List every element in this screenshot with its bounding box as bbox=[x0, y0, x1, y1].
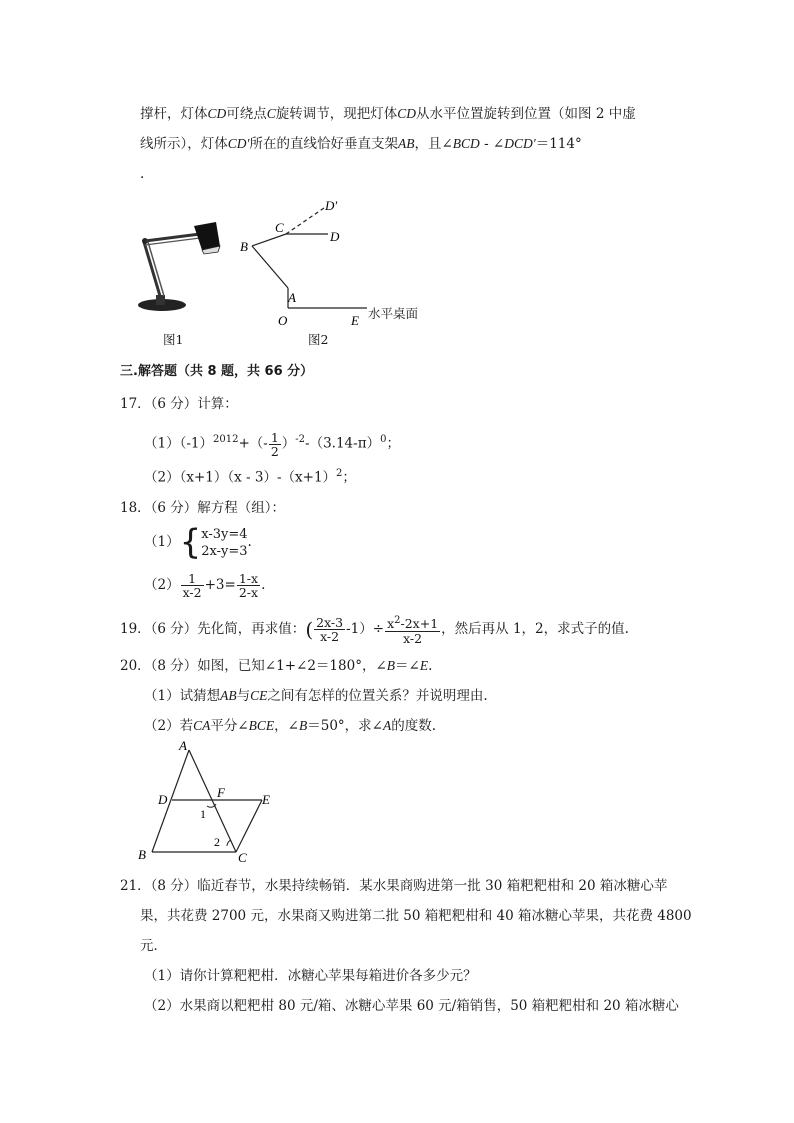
numerator: 1-x bbox=[238, 571, 259, 586]
q19 bbox=[120, 612, 629, 646]
point-o: O bbox=[278, 313, 288, 328]
q18-part-1 bbox=[144, 522, 252, 562]
question-text: 19．（6 分）先化简，再求值： bbox=[120, 621, 306, 637]
part-label: （1） bbox=[144, 435, 180, 452]
var-ce: CE bbox=[250, 688, 268, 703]
q21-line-3: 元． bbox=[140, 938, 167, 954]
figure-1-caption: 图1 bbox=[163, 332, 184, 347]
point-c: C bbox=[238, 850, 247, 865]
q17-head: 17．（6 分）计算： bbox=[120, 396, 238, 412]
intro-text: ＝114° bbox=[535, 136, 582, 152]
denominator: x-2 bbox=[314, 629, 345, 643]
numerator: 2x-3 bbox=[316, 615, 344, 630]
math-text: x bbox=[387, 616, 395, 632]
section-title: 三.解答题（共 8 题，共 66 分） bbox=[120, 364, 314, 379]
intro-text: 线所示），灯体 bbox=[140, 136, 228, 152]
var-b: B bbox=[298, 718, 308, 733]
math-text: （-1） bbox=[179, 435, 213, 452]
numerator: 1 bbox=[188, 571, 197, 586]
q18-part-2 bbox=[144, 568, 265, 602]
numerator: 1 bbox=[270, 429, 279, 445]
intro-line-3: . bbox=[140, 166, 145, 182]
exponent: 2 bbox=[394, 615, 401, 627]
point-e: E bbox=[262, 792, 270, 807]
math-text: . bbox=[261, 577, 266, 593]
var-bcd: BCD bbox=[452, 136, 480, 151]
math-text: . bbox=[247, 534, 252, 550]
fraction bbox=[385, 614, 440, 644]
denominator: x-2 bbox=[182, 585, 202, 600]
q21-part-2: （2）水果商以粑粑柑 80 元/箱、冰糖心苹果 60 元/箱销售，50 箱粑粑柑和 20 箱冰糖心 bbox=[144, 998, 679, 1014]
lamp-upper-arm bbox=[145, 234, 200, 241]
q21-line-2: 果，共花费 2700 元，水果商又购进第二批 50 箱粑粑柑和 40 箱冰糖心苹果，共花费 4800 bbox=[140, 908, 692, 924]
part-label: （2） bbox=[144, 577, 180, 593]
intro-text: ，且∠ bbox=[414, 136, 453, 152]
question-text: ，然后再从 1，2，求式子的值. bbox=[441, 621, 629, 637]
equation-1: x-3y=4 bbox=[201, 526, 248, 542]
segment-ac bbox=[189, 750, 236, 852]
equation-2: 2x-y=3 bbox=[201, 543, 248, 559]
denominator: 2-x bbox=[238, 585, 259, 600]
q20-figure bbox=[134, 738, 284, 868]
question-text: 20．（8 分）如图，已知∠1+∠2＝180°，∠ bbox=[120, 658, 387, 674]
segment-ba bbox=[252, 246, 288, 288]
point-f: F bbox=[217, 785, 225, 800]
question-text: 平分∠ bbox=[210, 718, 249, 734]
math-text: ） bbox=[281, 435, 296, 452]
point-b: B bbox=[138, 847, 146, 862]
point-a: A bbox=[179, 738, 187, 753]
segment-bc bbox=[252, 234, 286, 246]
math-text: ； bbox=[342, 469, 356, 486]
var-a: A bbox=[382, 718, 392, 733]
fraction bbox=[314, 616, 345, 643]
math-text: -（3.14-π） bbox=[305, 435, 381, 452]
question-text: 的度数. bbox=[391, 718, 437, 734]
point-c: C bbox=[275, 220, 284, 235]
segment-cd-prime bbox=[286, 208, 324, 234]
q17-part-2 bbox=[144, 464, 356, 488]
intro-text: 所在的直线恰好垂直支架 bbox=[249, 136, 398, 152]
exponent: -2 bbox=[295, 434, 306, 445]
q20-head bbox=[120, 656, 432, 676]
lamp-shade bbox=[194, 222, 220, 250]
point-a: A bbox=[288, 290, 296, 305]
intro-text: 旋转调节，现把灯体 bbox=[275, 106, 398, 122]
angle-2-label: 2 bbox=[214, 835, 220, 849]
q18-head: 18．（6 分）解方程（组）： bbox=[120, 500, 286, 516]
denominator: x-2 bbox=[385, 631, 440, 645]
exponent: 2012 bbox=[213, 434, 239, 445]
var-ca: CA bbox=[193, 718, 211, 733]
question-text: . bbox=[428, 658, 433, 674]
question-text: （1）试猜想 bbox=[144, 688, 221, 704]
lamp-lower-arm bbox=[144, 242, 160, 296]
table-label: 水平桌面 bbox=[368, 306, 419, 321]
intro-text: 可绕点 bbox=[226, 106, 267, 122]
var-e: E bbox=[419, 658, 429, 673]
math-text: （x+1）（x - 3）-（x+1） bbox=[179, 469, 337, 486]
var-dcd-prime: DCD′ bbox=[504, 136, 536, 151]
figure-2-caption: 图2 bbox=[308, 332, 329, 347]
q20-part-2 bbox=[144, 716, 436, 736]
intro-line-2 bbox=[140, 134, 582, 154]
lamp-base-joint bbox=[156, 295, 165, 305]
equation-system bbox=[201, 526, 247, 560]
q17-part-1 bbox=[144, 424, 400, 459]
paren-open: ( bbox=[305, 617, 314, 642]
brace-icon: { bbox=[179, 522, 202, 563]
denominator: 2 bbox=[270, 443, 279, 459]
point-d: D bbox=[330, 229, 340, 244]
question-text: ＝50°，求∠ bbox=[307, 718, 383, 734]
math-text: +3= bbox=[204, 577, 236, 593]
numerator bbox=[385, 614, 440, 630]
point-b: B bbox=[240, 239, 248, 254]
question-text: 之间有怎样的位置关系？并说明理由. bbox=[267, 688, 488, 704]
intro-text: 撑杆，灯体 bbox=[140, 106, 208, 122]
question-text: ＝∠ bbox=[395, 658, 420, 674]
var-c: C bbox=[266, 106, 276, 121]
point-d: D bbox=[158, 792, 168, 807]
math-text: -2x+1 bbox=[400, 616, 439, 632]
var-cd-prime: CD′ bbox=[227, 136, 250, 151]
point-e: E bbox=[351, 313, 359, 328]
math-text: ； bbox=[386, 435, 400, 452]
q21-line-1: 21．（8 分）临近春节，水果持续畅销．某水果商购进第一批 30 箱粑粑柑和 20 箱冰糖心苹 bbox=[120, 878, 668, 894]
math-text: -1）÷ bbox=[346, 621, 385, 637]
part-label: （2） bbox=[144, 469, 180, 486]
var-cd: CD bbox=[207, 106, 227, 121]
var-ab: AB bbox=[397, 136, 415, 151]
figure-1-lamp bbox=[128, 212, 238, 322]
question-text: （2）若 bbox=[144, 718, 194, 734]
lamp-lower-arm-2 bbox=[148, 242, 164, 296]
intro-text: 从水平位置旋转到位置（如图 2 中虚 bbox=[416, 106, 636, 122]
question-text: ，∠ bbox=[274, 718, 299, 734]
exponent: 2 bbox=[336, 468, 343, 479]
var-cd: CD bbox=[397, 106, 417, 121]
exponent: 0 bbox=[380, 434, 387, 445]
math-text: +（- bbox=[238, 435, 268, 452]
part-label: （1） bbox=[144, 534, 180, 550]
intro-line-1 bbox=[140, 104, 636, 124]
fraction bbox=[237, 572, 260, 599]
angle-1-label: 1 bbox=[200, 807, 206, 821]
var-b: B bbox=[386, 658, 395, 673]
fraction-half bbox=[269, 431, 281, 458]
q20-part-1 bbox=[144, 686, 488, 706]
q21-part-1: （1）请你计算粑粑柑．冰糖心苹果每箱进价各多少元？ bbox=[144, 968, 477, 984]
var-ab: AB bbox=[220, 688, 237, 703]
var-bce: BCE bbox=[248, 718, 275, 733]
intro-text: - ∠ bbox=[479, 136, 505, 152]
segment-ec bbox=[236, 800, 262, 852]
point-d-prime: D′ bbox=[325, 198, 338, 213]
question-text: 与 bbox=[236, 688, 251, 704]
fraction bbox=[181, 572, 204, 599]
